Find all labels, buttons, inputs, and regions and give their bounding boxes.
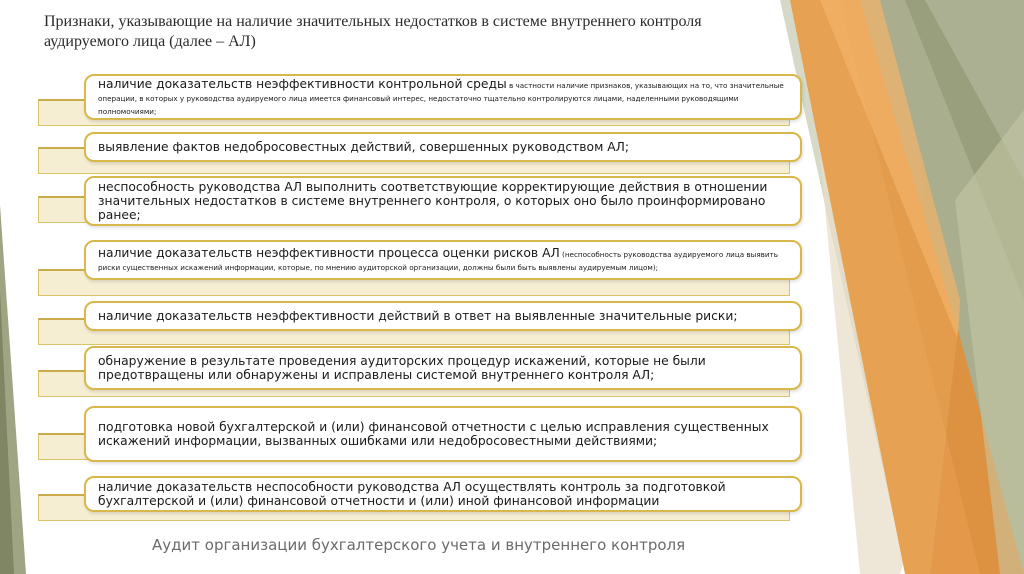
item-main-text: подготовка новой бухгалтерской и (или) финансовой отчетности с целью исправления существенных искажений информации, вызванных ошибками или недобросовестными действиями; — [98, 420, 769, 448]
list-item — [84, 74, 802, 120]
list-item — [84, 301, 802, 331]
item-main-text: наличие доказательств неэффективности контрольной среды — [98, 76, 507, 91]
list-item — [84, 176, 802, 226]
slide-title: Признаки, указывающие на наличие значительных недостатков в системе внутреннего контроля аудируемого лица (далее – АЛ) — [44, 13, 702, 50]
list-item — [84, 240, 802, 280]
item-note-text: (неспособность руководства аудируемого лица выявить риски существенных искажений информации, которые, по мнению аудиторской организации, должны были быть выявлены аудируемым лицом); — [98, 250, 778, 272]
list-item — [84, 132, 802, 162]
list-item — [84, 476, 802, 512]
slide-footer: Аудит организации бухгалтерского учета и внутреннего контроля — [152, 536, 686, 554]
item-main-text: неспособность руководства АЛ выполнить соответствующие корректирующие действия в отношении значительных недостатков в системе внутреннего контроля, о которых оно было проинформировано ранее; — [98, 180, 768, 222]
item-main-text: наличие доказательств неэффективности процесса оценки рисков АЛ — [98, 246, 560, 260]
list-item — [84, 346, 802, 390]
item-main-text: обнаружение в результате проведения аудиторских процедур искажений, которые не были предотвращены или обнаружены и исправлены системой внутреннего контроля АЛ; — [98, 354, 706, 382]
item-main-text: наличие доказательств неэффективности действий в ответ на выявленные значительные риски; — [98, 309, 738, 323]
list-item — [84, 406, 802, 462]
item-note-text: в частности наличие признаков, указывающих на то, что значительные операции, в которых у руководства аудируемого лица имеется финансовый интерес, недостаточно тщательно контролируются лицами, наделенными руководящими полномочиями; — [98, 80, 784, 116]
item-main-text: наличие доказательств неспособности руководства АЛ осуществлять контроль за подготовкой бухгалтерской и (или) финансовой отчетности и (или) иной финансовой информации — [98, 480, 726, 508]
item-main-text: выявление фактов недобросовестных действий, совершенных руководством АЛ; — [98, 140, 630, 154]
